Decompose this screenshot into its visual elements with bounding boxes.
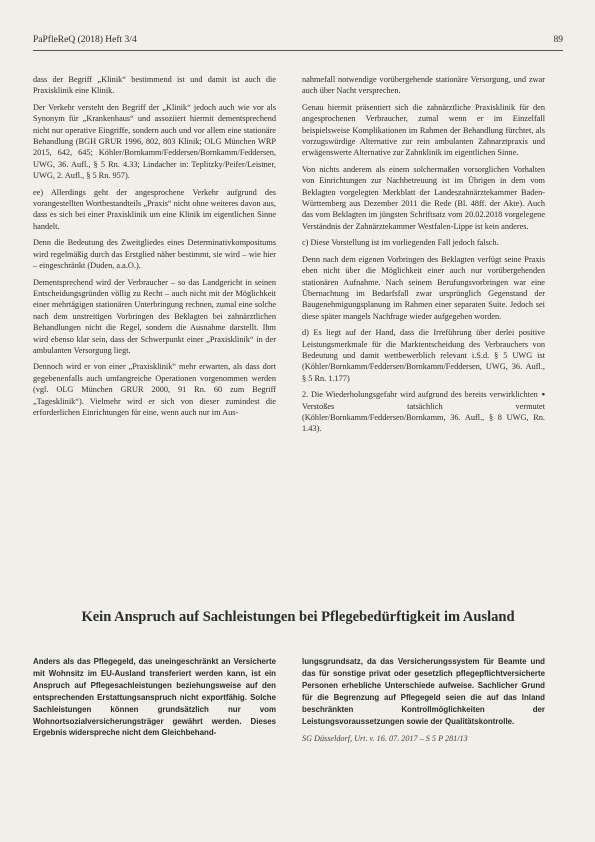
paragraph: Denn nach dem eigenen Vorbringen des Beklagten verfügt seine Praxis eben nicht über die Möglichkeit einer auch nur vorübergehenden stationären Aufnahme. Nach seinem Berufungsvorbringen war eine Übernachtung im Bedarfsfall zwar ursprünglich Gegenstand der Baugenehmigungsplanung im Rahmen einer separaten Suite. Jedoch sei diese später mangels Nachfrage wieder aufgegeben worden. xyxy=(302,254,545,321)
paragraph: nahmefall notwendige vorübergehende stationäre Versorgung, und zwar auch über Nacht versprechen. xyxy=(302,75,545,96)
paragraph: Von nichts anderem als einem solchermaßen vorsorglichen Vorhalten von Einrichtungen zur Nachbetreuung ist im Übrigen in dem vom Beklagten vorgelegten Merkblatt der Landeszahnärztekammer Baden-Württemberg aus Dezember 2011 die Rede (Bl. 48ff. der Akte). Auch das vom Beklagten im jüngsten Schriftsatz vom 20.02.2018 vorgelegene Verständnis der Zahnärztekammer Westfalen-Lippe ist kein anderes. xyxy=(302,164,545,231)
paragraph: Dennoch wird er von einer „Praxisklinik“ mehr erwarten, als dass dort gegebenenfalls auch umfangreiche Operationen vorgenommen werden (vgl. OLG München GRUR 2000, 91 Rn. 60 zum Begriff „Tagesklinik“). Vielmehr wird er sich von dieser zumindest die erforderlichen Einrichtungen für eine, wenn auch nur im Aus- xyxy=(33,362,276,417)
paragraph: ee) Allerdings geht der angesprochene Verkehr aufgrund des vorangestellten Wortbestandteils „Praxis“ nicht ohne weiteres davon aus, dass es sich bei einer Praxisklinik um eine Klinik im eigentlichen Sinne handelt. xyxy=(33,187,276,231)
page-header xyxy=(33,35,563,49)
summary-left: Anders als das Pflegegeld, das uneingeschränkt an Versicherte mit Wohnsitz im EU-Ausland transferiert werden kann, ist ein Anspruch auf Pflegesachleistungen beziehungsweise auf den entsprechenden Erstattungsanspruch nicht exportfähig. Solche Sachleistungen können grundsätzlich nur vom Wohnortsozialversicherungsträger gewährt werden. Dieses Ergebnis widerspreche nicht dem Gleichbehand- xyxy=(33,657,276,738)
paragraph: c) Diese Vorstellung ist im vorliegenden Fall jedoch falsch. xyxy=(302,238,499,248)
paragraph: Denn die Bedeutung des Zweitgliedes eines Determinativkompositums wird regelmäßig durch das Erstglied näher bestimmt, sie wird – wie hier – eingeschränkt (Duden, a.a.O.). xyxy=(33,238,276,271)
paragraph: Der Verkehr versteht den Begriff der „Klinik“ jedoch auch wie vor als Synonym für „Krankenhaus“ und assoziiert hiermit dementsprechend nicht nur operative Eingriffe, sondern auch und vor allem eine stationäre Behandlung (BGH GRUR 1996, 802, 803 Klinik; OLG München WRP 2015, 642, 645; Köhler/Bornkamm/Feddersen/Bornkamm/Feddersen, UWG, 36. Aufl., § 5 Rn. 4.33; Lindacher in: Teplitzky/Peifer/Leistner, UWG, 2. Aufl., § 5 Rn. 957). xyxy=(33,102,276,181)
paragraph: Dementsprechend wird der Verbraucher – so das Landgericht in seinen Entscheidungsgründen völlig zu Recht – auch nicht mit der Möglichkeit einer mehrtägigen stationären Unterbringung rechnen, zumal eine solche nach dem unstreitigen Vorbringen des Beklagten bei zahnärztlichen Behandlungen nicht die Regel, sondern die Ausnahme darstellt. Ihm wird ebenso klar sein, dass der Schwerpunkt einer „Praxisklinik“ in der ambulanten Versorgung liegt. xyxy=(33,277,276,355)
paragraph: Genau hiermit präsentiert sich die zahnärztliche Praxisklinik für den angesprochenen Verbraucher, zumal wenn er im Einzelfall beispielsweise Komplikationen im Rahmen der Behandlung fürchtet, als vorzugswürdige Alternative zur rein ambulanten Zahnarztpraxis und erwägenswerte Alternative zur Zahnklinik im eigentlichen Sinne. xyxy=(302,102,545,158)
summary-right: lungsgrundsatz, da das Versicherungssystem für Beamte und das für sonstige privat oder gesetzlich pflegepflichtversicherte Personen erhebliche Unterschiede aufweise. Sachlicher Grund für die Begrenzung auf Pflegegeld seien die auf das Inland beschränkten Kontrollmöglichkeiten der Leistungsvoraussetzungen sowie der Qualitätskontrolle. xyxy=(302,657,545,726)
paragraph-text: 2. Die Wiederholungsgefahr wird aufgrund des bereits verwirklichten Verstoßes tatsächlich vermutet (Köhler/Bornkamm/Feddersen/Bornkamm, 36. Aufl., § 8 UWG, Rn. 1.43). xyxy=(302,390,545,434)
article-title: Kein Anspruch auf Sachleistungen bei Pflegebedürftigkeit im Ausland xyxy=(81,609,515,625)
end-mark: ▪ xyxy=(541,389,545,400)
paragraph: d) Es liegt auf der Hand, dass die Irreführung über derlei positive Leistungsmerkmale für die Marktentscheidung des Verbrauchers von Bedeutung und damit wettbewerblich relevant i.S.d. § 5 UWG ist (Köhler/Bornkamm/Feddersen/Bornkamm/Feddersen, UWG, 36. Aufl., § 5 Rn. 1.177) xyxy=(302,328,545,383)
paragraph-last xyxy=(302,389,545,435)
left-column xyxy=(33,74,276,423)
page-number: 89 xyxy=(553,35,563,45)
journal-title: PaPfleReQ (2018) Heft 3/4 xyxy=(33,35,137,45)
right-column xyxy=(302,74,545,440)
paragraph: dass der Begriff „Klinik“ bestimmend ist und damit ist auch die Praxisklinik eine Klinik. xyxy=(33,75,276,96)
summary-right-block xyxy=(302,656,545,745)
case-citation: SG Düsseldorf, Urt. v. 16. 07. 2017 – S 5 P 281/13 xyxy=(302,734,468,744)
header-rule xyxy=(33,50,563,51)
